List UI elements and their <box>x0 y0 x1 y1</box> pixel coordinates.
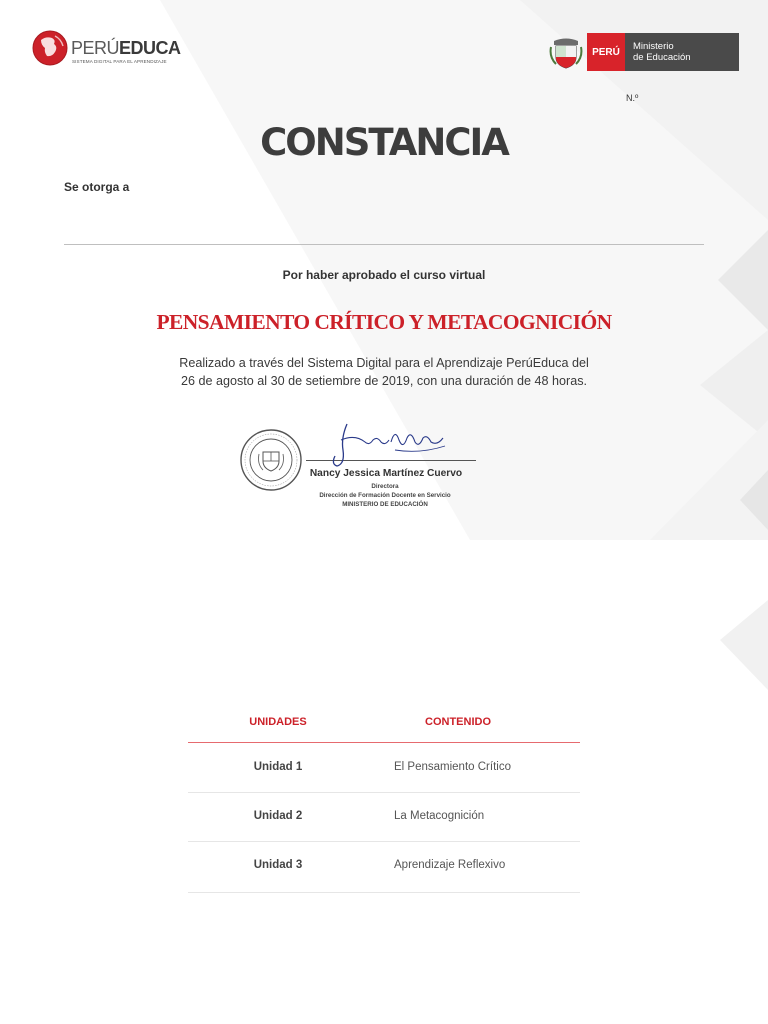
content-cell: Aprendizaje Reflexivo <box>394 859 506 871</box>
brand-part1: PERÚ <box>71 38 120 58</box>
signatory-office: Dirección de Formación Docente en Servicio <box>319 492 451 499</box>
signatory-details <box>280 482 490 509</box>
course-description <box>0 354 768 390</box>
reason-text: Por haber aprobado el curso virtual <box>282 268 486 282</box>
peru-coat-of-arms-icon <box>548 33 584 71</box>
signatory-institution: MINISTERIO DE EDUCACIÓN <box>342 501 428 508</box>
header-unidades: UNIDADES <box>249 716 307 728</box>
unit-cell: Unidad 2 <box>253 810 303 822</box>
course-name: PENSAMIENTO CRÍTICO Y METACOGNICIÓN <box>156 310 612 334</box>
header-contenido: CONTENIDO <box>425 716 491 728</box>
signatory-role: Directora <box>371 483 399 490</box>
recipient-name-line <box>64 244 704 245</box>
units-table-header <box>188 712 580 743</box>
table-row <box>188 743 580 793</box>
brand-part2: EDUCA <box>119 38 181 58</box>
perueduca-wordmark <box>71 38 181 58</box>
peru-label: PERÚ <box>587 33 625 71</box>
certificate-title: CONSTANCIA <box>260 121 508 164</box>
table-row <box>188 842 580 893</box>
description-line2: 26 de agosto al 30 de setiembre de 2019, con una duración de 48 horas. <box>180 374 588 388</box>
description-line1: Realizado a través del Sistema Digital para el Aprendizaje PerúEduca del <box>179 356 589 370</box>
perueduca-logo <box>32 28 182 72</box>
unit-cell: Unidad 3 <box>253 859 303 871</box>
content-cell: La Metacognición <box>394 810 485 822</box>
ministry-line1: Ministerio <box>633 41 674 52</box>
table-row <box>188 793 580 842</box>
signatory-name: Nancy Jessica Martínez Cuervo <box>309 468 463 479</box>
ministry-name <box>625 33 739 71</box>
perueduca-globe-icon <box>32 30 68 66</box>
unit-cell: Unidad 1 <box>253 761 303 773</box>
awarded-to-label: Se otorga a <box>64 180 130 194</box>
handwritten-signature <box>325 420 455 470</box>
units-table <box>188 712 580 893</box>
content-cell: El Pensamiento Crítico <box>394 761 511 773</box>
ministry-line2: de Educación <box>633 52 691 63</box>
certificate-number-label: N.º <box>626 93 639 103</box>
brand-tagline: SISTEMA DIGITAL PARA EL APRENDIZAJE <box>72 59 167 64</box>
